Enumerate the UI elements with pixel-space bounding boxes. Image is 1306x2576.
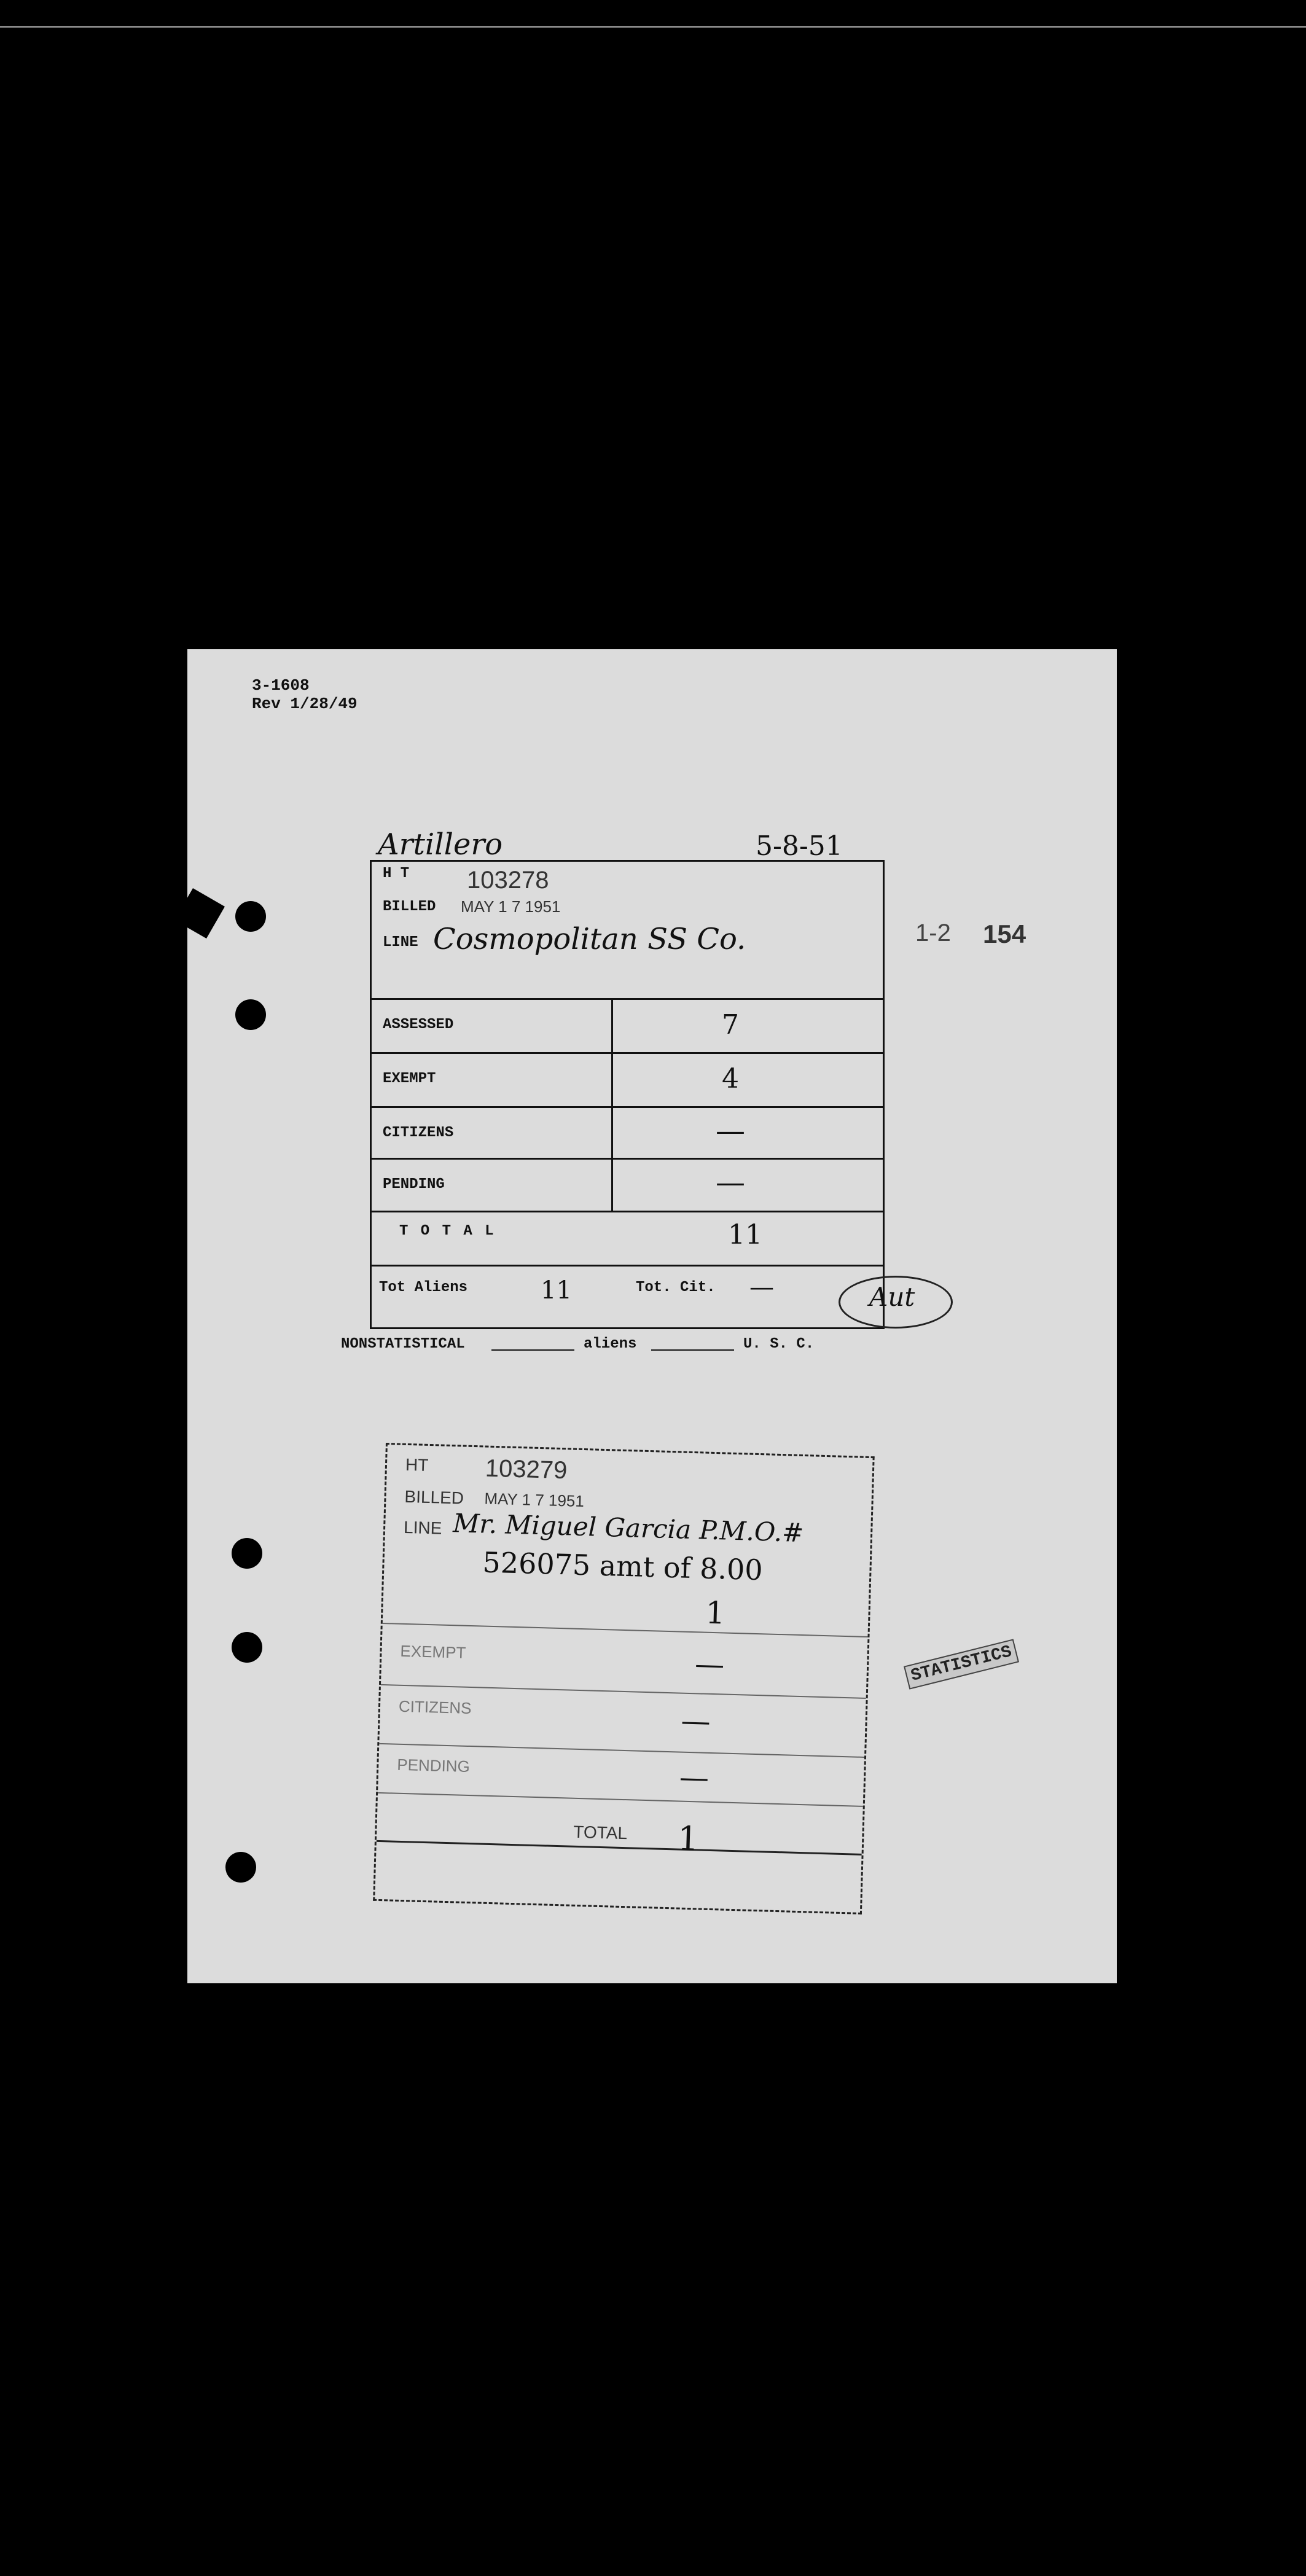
side-code: 1-2 [915, 919, 951, 946]
row-label-pending: PENDING [383, 1176, 445, 1193]
ht-number: 103278 [467, 867, 549, 894]
aliens-blank [651, 1349, 734, 1351]
record-date: 5-8-51 [756, 830, 843, 862]
ht-label-2: HT [405, 1454, 429, 1475]
nonstat-aliens: aliens [584, 1336, 637, 1352]
side-number: 154 [983, 919, 1026, 948]
ht-number-2: 103279 [485, 1454, 568, 1485]
row-value-pending: — [716, 1165, 745, 1200]
total-value-2: 1 [677, 1819, 700, 1859]
punch-hole [235, 901, 266, 932]
nonstat-label: NONSTATISTICAL [341, 1336, 465, 1352]
line-value: Cosmopolitan SS Co. [433, 922, 746, 956]
form-number: 3-1608 Rev 1/28/49 [252, 676, 358, 713]
row-label-2-pending: PENDING [396, 1755, 471, 1776]
ht-label: H T [383, 865, 410, 882]
vessel-name: Artillero [378, 827, 503, 862]
row-label-2-citizens: CITIZENS [398, 1696, 472, 1718]
record-box-primary [370, 860, 885, 1329]
row-value-citizens: — [716, 1114, 745, 1148]
punch-hole [232, 1632, 262, 1663]
punch-hole [232, 1538, 262, 1569]
row-label-citizens: CITIZENS [383, 1125, 454, 1141]
document-page [187, 649, 1117, 1983]
total-label: T O T A L [399, 1223, 496, 1239]
initials: Aut [869, 1282, 915, 1312]
line-value-2b: 526075 amt of 8.00 [482, 1545, 764, 1587]
record-box-secondary [373, 1443, 875, 1914]
torn-paper-mark [187, 888, 225, 939]
tot-aliens-value: 11 [541, 1276, 572, 1305]
tot-aliens-label: Tot Aliens [379, 1279, 468, 1296]
scan-edge-line [0, 26, 1306, 28]
line-label-2: LINE [403, 1517, 442, 1538]
punch-hole [225, 1852, 256, 1883]
line-value-2: Mr. Miguel Garcia P.M.O.# [452, 1508, 805, 1548]
billed-label: BILLED [383, 899, 436, 915]
billed-date: MAY 1 7 1951 [461, 897, 561, 916]
line-label: LINE [383, 934, 418, 951]
punch-hole [235, 999, 266, 1030]
total-value: 11 [728, 1219, 762, 1251]
row-value-exempt: 4 [722, 1063, 739, 1095]
row-value-2-exempt: — [694, 1647, 725, 1682]
row-value-assessed: 7 [722, 1009, 739, 1040]
billed-label-2: BILLED [404, 1486, 464, 1508]
nonstat-blank [491, 1349, 574, 1351]
billed-date-2: MAY 1 7 1951 [484, 1489, 585, 1511]
row-label-2-exempt: EXEMPT [400, 1641, 466, 1662]
tot-cit-label: Tot. Cit. [636, 1279, 716, 1296]
row-label-assessed: ASSESSED [383, 1017, 454, 1033]
tot-cit-value: — [749, 1273, 774, 1302]
statistics-stamp: STATISTICS [904, 1639, 1019, 1689]
row-value-2-pending: — [679, 1760, 710, 1795]
total-label-2: TOTAL [573, 1822, 628, 1843]
row-value-2-citizens: — [680, 1703, 711, 1739]
row-value-2-0: 1 [705, 1594, 726, 1631]
nonstat-usc: U. S. C. [743, 1336, 815, 1352]
row-label-exempt: EXEMPT [383, 1071, 436, 1087]
